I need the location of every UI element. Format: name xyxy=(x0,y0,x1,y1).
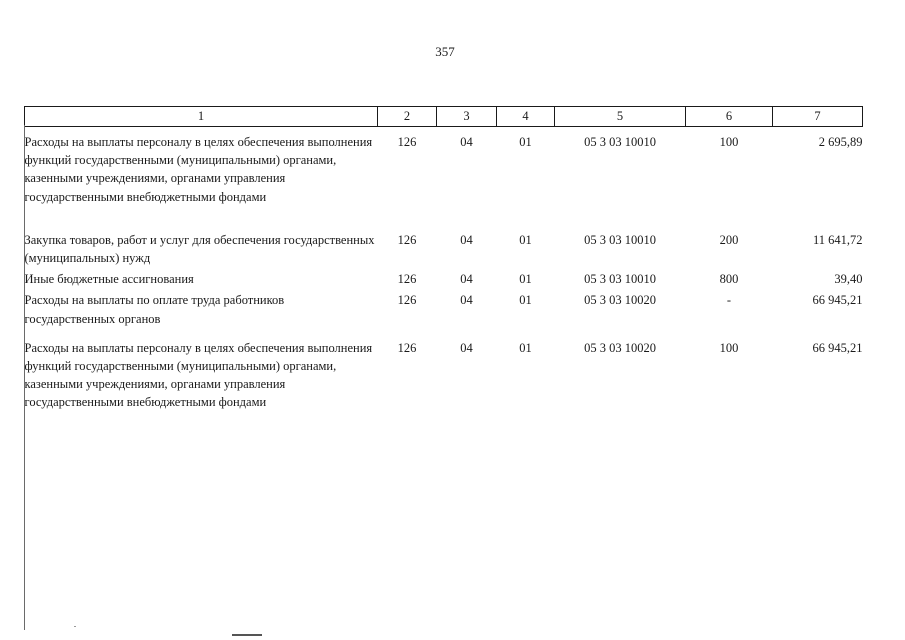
row-description: Расходы на выплаты персоналу в целях обеспечения выполнения функций государственными (муниципальными) органами, казенными учреждениями, органами управления государственными внебюджетными фондами xyxy=(24,135,373,204)
table-row xyxy=(25,127,863,206)
row-code-col2: 126 xyxy=(397,340,417,355)
scan-smudge xyxy=(232,634,262,636)
row-code-col4: 01 xyxy=(519,272,532,287)
row-code-col5: 05 3 03 10010 xyxy=(584,272,656,287)
row-code-col2: 126 xyxy=(397,135,417,149)
row-code-col3: 04 xyxy=(460,135,473,149)
row-code-col4: 01 xyxy=(519,232,532,247)
row-code-col5: 05 3 03 10020 xyxy=(584,340,656,355)
row-amount: 66 945,21 xyxy=(812,293,863,308)
header-row xyxy=(25,107,863,127)
row-code-col3: 04 xyxy=(460,232,473,247)
row-spacer xyxy=(25,206,863,228)
row-code-col6: - xyxy=(726,293,732,308)
row-code-col5: 05 3 03 10020 xyxy=(584,293,656,308)
row-code-col2: 126 xyxy=(397,232,417,247)
row-code-col3: 04 xyxy=(460,293,473,308)
table-row xyxy=(25,267,863,288)
row-code-col3: 04 xyxy=(460,340,473,355)
table-row xyxy=(25,228,863,267)
row-amount: 66 945,21 xyxy=(812,340,863,355)
row-code-col6: 200 xyxy=(719,232,739,247)
row-code-col6: 800 xyxy=(719,272,739,287)
row-code-col6: 100 xyxy=(719,135,739,149)
row-code-col6: 100 xyxy=(719,340,739,355)
column-header-5: 5 xyxy=(555,107,686,127)
scan-edge-line xyxy=(24,125,25,630)
column-header-2: 2 xyxy=(378,107,437,127)
row-spacer xyxy=(25,328,863,336)
row-amount: 11 641,72 xyxy=(812,232,863,247)
column-header-1: 1 xyxy=(25,107,378,127)
row-description: Расходы на выплаты по оплате труда работников государственных органов xyxy=(24,293,285,326)
column-header-3: 3 xyxy=(437,107,497,127)
row-code-col5: 05 3 03 10010 xyxy=(584,232,656,247)
row-code-col4: 01 xyxy=(519,340,532,355)
row-code-col5: 05 3 03 10010 xyxy=(584,135,656,149)
row-code-col2: 126 xyxy=(397,293,417,308)
column-header-7: 7 xyxy=(773,107,863,127)
row-description: Расходы на выплаты персоналу в целях обеспечения выполнения функций государственными (муниципальными) органами, казенными учреждениями, органами управления государственными внебюджетными фондами xyxy=(24,340,373,410)
row-amount: 2 695,89 xyxy=(818,135,863,149)
row-code-col3: 04 xyxy=(460,272,473,287)
column-header-4: 4 xyxy=(497,107,555,127)
column-header-6: 6 xyxy=(686,107,773,127)
scan-speck xyxy=(74,626,76,627)
table-row xyxy=(25,288,863,327)
page-number: 357 xyxy=(435,44,455,59)
row-description: Иные бюджетные ассигнования xyxy=(24,272,194,287)
table-row xyxy=(25,336,863,412)
row-amount: 39,40 xyxy=(834,272,863,287)
budget-table xyxy=(24,106,863,412)
row-description: Закупка товаров, работ и услуг для обеспечения государственных (муниципальных) нужд xyxy=(24,232,375,266)
row-code-col4: 01 xyxy=(519,293,532,308)
row-code-col4: 01 xyxy=(519,135,532,149)
row-code-col2: 126 xyxy=(397,272,417,287)
